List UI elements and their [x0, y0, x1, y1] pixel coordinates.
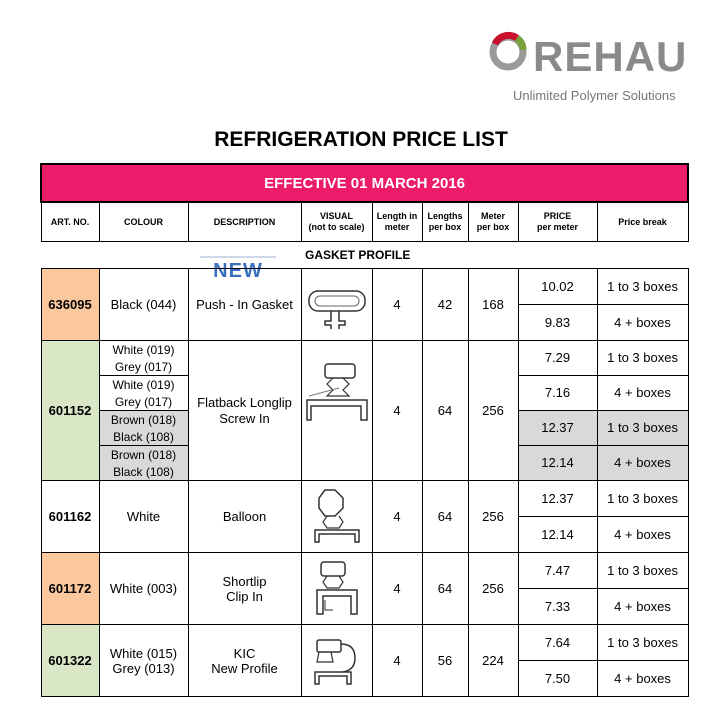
logo-tagline: Unlimited Polymer Solutions — [513, 88, 676, 103]
description-cell: Balloon — [188, 481, 301, 553]
gasket-profile-icon — [307, 628, 367, 694]
gasket-profile-icon — [307, 556, 367, 622]
lengths-cell: 42 — [422, 269, 468, 341]
header-length: Length in meter — [372, 202, 422, 242]
profile-visual — [301, 553, 372, 625]
break-cell: 1 to 3 boxes — [597, 341, 688, 376]
art-number: 601162 — [41, 481, 99, 553]
price-cell: 12.14 — [518, 517, 597, 553]
new-badge: NEW — [200, 256, 276, 284]
colour-cell: White (019) — [99, 341, 188, 359]
price-cell: 7.16 — [518, 376, 597, 411]
logo-word: REHAU — [533, 33, 688, 80]
profile-visual — [301, 481, 372, 553]
price-cell: 12.14 — [518, 446, 597, 481]
effective-banner: EFFECTIVE 01 MARCH 2016 — [41, 164, 688, 202]
break-cell: 4 + boxes — [597, 446, 688, 481]
lengths-cell: 64 — [422, 341, 468, 481]
profile-visual — [301, 625, 372, 697]
break-cell: 4 + boxes — [597, 376, 688, 411]
table-row — [41, 341, 688, 359]
colour-cell: White (019) — [99, 376, 188, 394]
description-cell: Flatback Longlip Screw In — [188, 341, 301, 481]
rehau-emblem-icon — [487, 30, 529, 72]
break-cell: 4 + boxes — [597, 589, 688, 625]
price-cell: 7.33 — [518, 589, 597, 625]
profile-visual — [301, 341, 372, 481]
gasket-profile-icon — [307, 484, 367, 550]
price-cell: 7.50 — [518, 661, 597, 697]
length-cell: 4 — [372, 269, 422, 341]
page-title: REFRIGERATION PRICE LIST — [214, 128, 508, 151]
art-number: 601152 — [41, 341, 99, 481]
length-cell: 4 — [372, 553, 422, 625]
header-break: Price break — [597, 202, 688, 242]
colour-cell: Grey (017) — [99, 393, 188, 411]
profile-visual — [301, 269, 372, 341]
colour-cell: White — [99, 481, 188, 553]
art-number: 601322 — [41, 625, 99, 697]
price-cell: 7.47 — [518, 553, 597, 589]
table-row — [41, 553, 688, 589]
colour-cell: Brown (018) — [99, 411, 188, 429]
header-lengths: Lengths per box — [422, 202, 468, 242]
break-cell: 4 + boxes — [597, 305, 688, 341]
table-row — [41, 269, 688, 305]
gasket-profile-icon — [303, 356, 371, 466]
meter-cell: 256 — [468, 341, 518, 481]
table-row — [41, 481, 688, 517]
colour-cell: Brown (018) — [99, 446, 188, 464]
break-cell: 4 + boxes — [597, 517, 688, 553]
meter-cell: 256 — [468, 553, 518, 625]
price-table — [40, 163, 689, 697]
break-cell: 1 to 3 boxes — [597, 481, 688, 517]
header-art: ART. NO. — [41, 202, 99, 242]
colour-cell: White (015) Grey (013) — [99, 625, 188, 697]
colour-cell: Grey (017) — [99, 358, 188, 376]
gasket-profile-icon — [305, 275, 369, 335]
price-cell: 9.83 — [518, 305, 597, 341]
price-cell: 12.37 — [518, 481, 597, 517]
length-cell: 4 — [372, 341, 422, 481]
section-label: GASKET PROFILE — [305, 248, 411, 262]
lengths-cell: 56 — [422, 625, 468, 697]
header-description: DESCRIPTION — [188, 202, 301, 242]
art-number: 636095 — [41, 269, 99, 341]
lengths-cell: 64 — [422, 553, 468, 625]
price-cell: 10.02 — [518, 269, 597, 305]
meter-cell: 224 — [468, 625, 518, 697]
break-cell: 4 + boxes — [597, 661, 688, 697]
rehau-logo — [487, 30, 687, 110]
header-visual: VISUAL (not to scale) — [301, 202, 372, 242]
colour-cell: White (003) — [99, 553, 188, 625]
header-colour: COLOUR — [99, 202, 188, 242]
description-cell: Shortlip Clip In — [188, 553, 301, 625]
colour-cell: Black (044) — [99, 269, 188, 341]
lengths-cell: 64 — [422, 481, 468, 553]
price-cell: 12.37 — [518, 411, 597, 446]
header-price: PRICE per meter — [518, 202, 597, 242]
break-cell: 1 to 3 boxes — [597, 625, 688, 661]
colour-cell: Black (108) — [99, 428, 188, 446]
length-cell: 4 — [372, 625, 422, 697]
meter-cell: 256 — [468, 481, 518, 553]
section-row — [41, 242, 688, 269]
break-cell: 1 to 3 boxes — [597, 553, 688, 589]
description-cell: KIC New Profile — [188, 625, 301, 697]
break-cell: 1 to 3 boxes — [597, 269, 688, 305]
description-cell: Push - In Gasket — [188, 269, 301, 341]
header-row — [41, 202, 688, 242]
meter-cell: 168 — [468, 269, 518, 341]
colour-cell: Black (108) — [99, 463, 188, 481]
header-meter: Meter per box — [468, 202, 518, 242]
art-number: 601172 — [41, 553, 99, 625]
break-cell: 1 to 3 boxes — [597, 411, 688, 446]
length-cell: 4 — [372, 481, 422, 553]
price-cell: 7.64 — [518, 625, 597, 661]
table-row — [41, 625, 688, 661]
price-cell: 7.29 — [518, 341, 597, 376]
